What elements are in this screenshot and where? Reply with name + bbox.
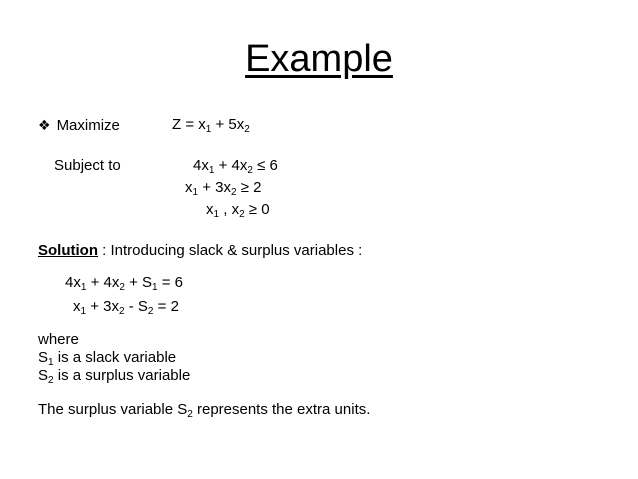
where-label: where (38, 331, 79, 348)
solution-label: Solution (38, 242, 98, 259)
subject-to-label: Subject to (54, 157, 121, 174)
surplus-variable-line: $S_2$ is a surplus variable (38, 367, 191, 386)
constraint-2: $x_1 + 3x_2 \ge 2$ (185, 179, 262, 198)
constraint-3: $x_1$ , $x_2 \ge 0$ (206, 201, 270, 220)
slack-variable-line: $S_1$ is a slack variable (38, 349, 177, 368)
surplus-note: The surplus variable $S_2$ represents the extra units. (38, 401, 371, 420)
equation-2: $x_1 + 3x_2 - S_2 = 2$ (73, 298, 179, 317)
solution-line: Solution : Introducing slack & surplus variables : (38, 242, 363, 259)
maximize-label: Maximize (56, 117, 120, 134)
objective-function: $Z = x_1 + 5x_2$ (172, 116, 250, 135)
equation-1: $4x_1 + 4x_2 + S_1 = 6$ (65, 274, 184, 293)
four-diamond-bullet-icon: ❖ (38, 117, 51, 133)
objective-row (38, 116, 120, 135)
constraint-1: $4x_1 + 4x_2 \le 6$ (193, 157, 278, 176)
page-title: Example (245, 38, 393, 80)
